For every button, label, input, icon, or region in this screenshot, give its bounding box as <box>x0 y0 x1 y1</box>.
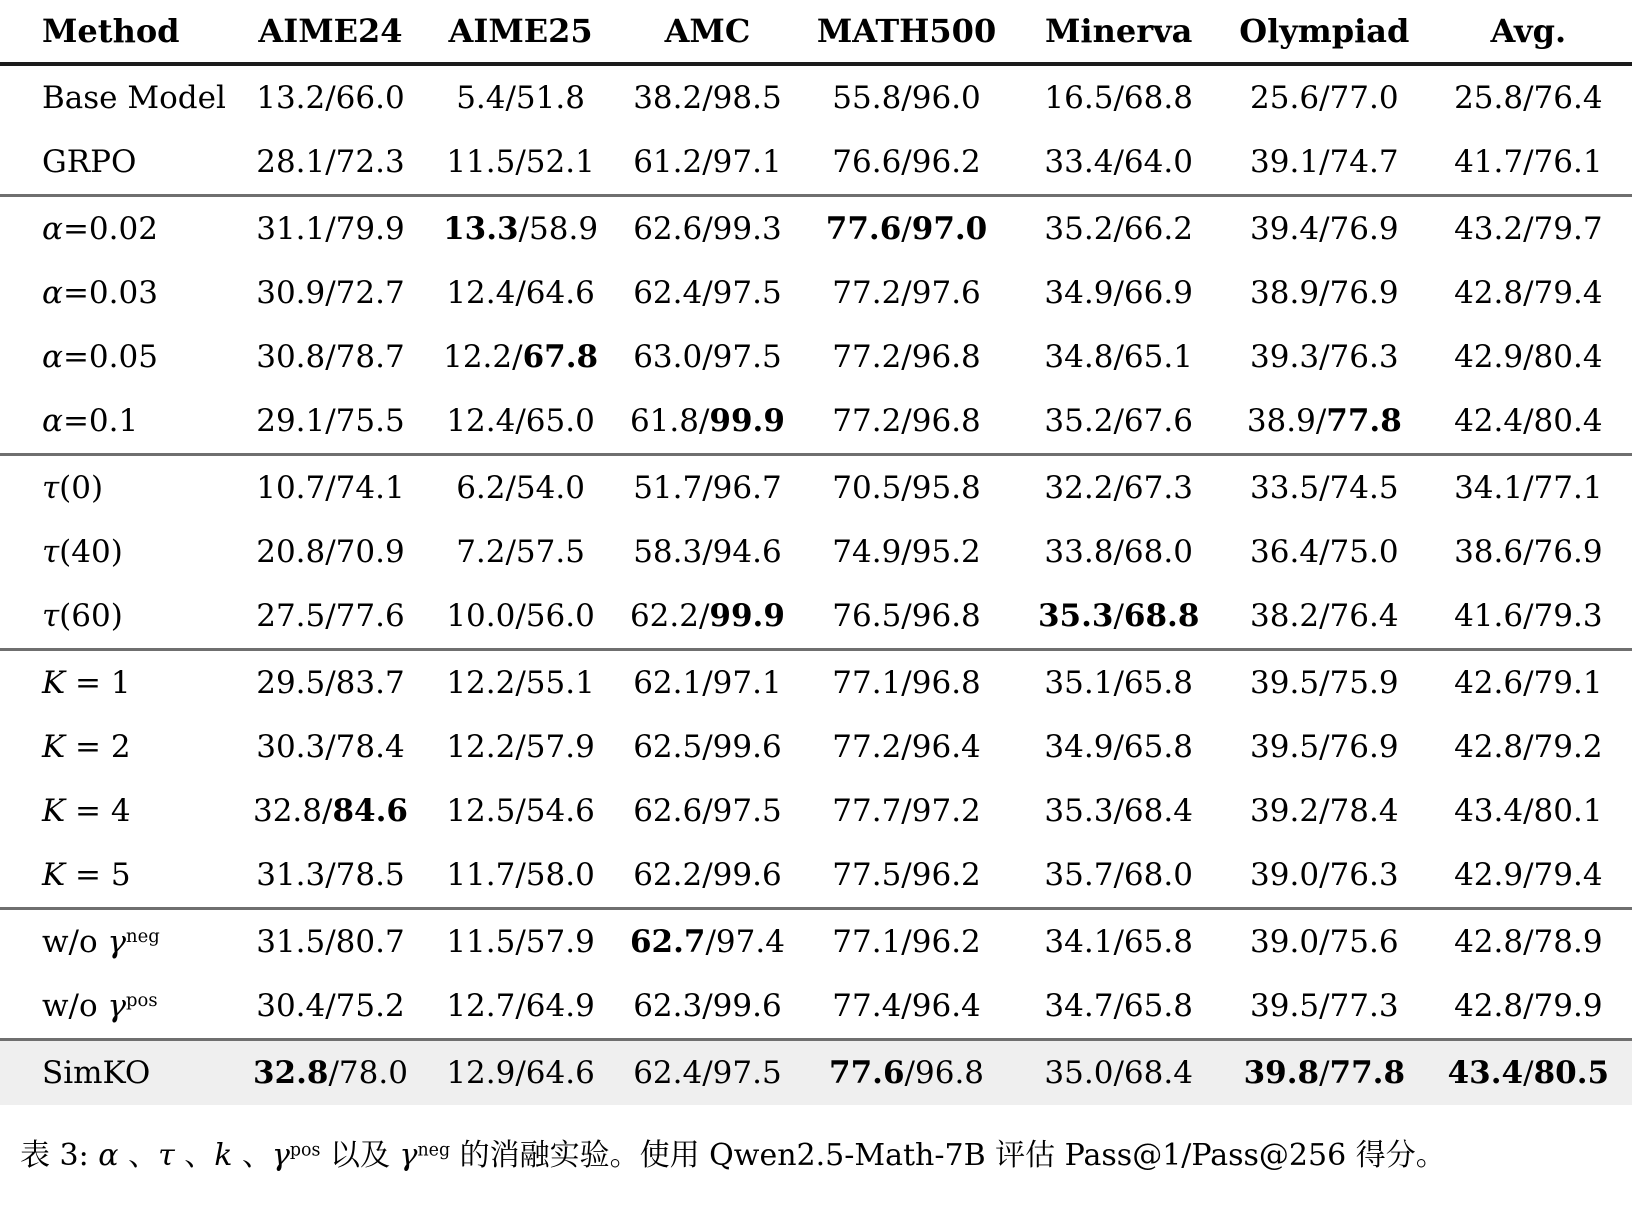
score-cell-avg: 43.2/79.7 <box>1454 211 1603 247</box>
score-cell-aime24: 30.9/72.7 <box>256 275 405 311</box>
score-cell-aime24: 30.3/78.4 <box>256 729 405 765</box>
score-cell-math500: 77.2/96.8 <box>832 339 981 375</box>
score-cell-olympiad: 25.6/77.0 <box>1250 80 1399 116</box>
score-cell-aime25: 12.4/65.0 <box>446 403 595 439</box>
score-cell-amc: 62.3/99.6 <box>633 988 782 1024</box>
score-cell-olympiad: 39.5/77.3 <box>1250 988 1399 1024</box>
score-cell-amc: 51.7/96.7 <box>633 470 782 506</box>
score-cell-math500: 76.5/96.8 <box>832 598 981 634</box>
table-row <box>0 974 1632 1040</box>
score-cell-amc: 62.6/97.5 <box>633 793 782 829</box>
score-cell-aime25: 11.5/52.1 <box>446 144 595 180</box>
score-cell-math500: 77.4/96.4 <box>832 988 981 1024</box>
table-caption: 表 3: α 、τ 、k 、$\gamma^{pos}$ 以及 $\gamma^{neg}$ 的消融实验。使用 Qwen2.5-Math-7B 评估 Pass@1/Pass@256 得分。 <box>20 1138 1446 1173</box>
score-cell-avg: 25.8/76.4 <box>1454 80 1603 116</box>
score-cell-aime25: 11.5/57.9 <box>446 924 595 960</box>
score-cell-avg: 42.8/79.4 <box>1454 275 1603 311</box>
score-cell-minerva: 34.8/65.1 <box>1044 339 1193 375</box>
table-row <box>0 261 1632 325</box>
row-group-k-ablation <box>0 650 1632 909</box>
score-cell-amc: 38.2/98.5 <box>633 80 782 116</box>
score-cell-olympiad: 33.5/74.5 <box>1250 470 1399 506</box>
table-row <box>0 64 1632 130</box>
score-cell-aime25: 12.5/54.6 <box>446 793 595 829</box>
score-cell-math500: 74.9/95.2 <box>832 534 981 570</box>
score-cell-amc: 62.7/97.4 <box>629 924 785 960</box>
table-row <box>0 584 1632 650</box>
method-label: α=0.1 <box>42 403 139 439</box>
score-cell-olympiad: 38.2/76.4 <box>1250 598 1399 634</box>
table-row <box>0 130 1632 196</box>
score-cell-olympiad: 39.5/75.9 <box>1250 665 1399 701</box>
method-label: SimKO <box>42 1055 151 1091</box>
column-header-aime25: AIME25 <box>426 0 615 64</box>
score-cell-math500: 77.2/97.6 <box>832 275 981 311</box>
score-cell-olympiad: 39.2/78.4 <box>1250 793 1399 829</box>
score-cell-amc: 62.2/99.6 <box>633 857 782 893</box>
method-label: K = 5 <box>42 857 131 893</box>
score-cell-math500: 55.8/96.0 <box>832 80 981 116</box>
score-cell-avg: 42.8/79.9 <box>1454 988 1603 1024</box>
score-cell-olympiad: 39.1/74.7 <box>1250 144 1399 180</box>
score-cell-olympiad: 38.9/76.9 <box>1250 275 1399 311</box>
score-cell-avg: 43.4/80.1 <box>1454 793 1603 829</box>
score-cell-aime24: 30.8/78.7 <box>256 339 405 375</box>
score-cell-aime24: 13.2/66.0 <box>256 80 405 116</box>
score-cell-amc: 61.2/97.1 <box>633 144 782 180</box>
method-label: α=0.03 <box>42 275 158 311</box>
column-header-method: Method <box>0 0 235 64</box>
score-cell-math500: 77.6/97.0 <box>825 211 988 247</box>
score-cell-math500: 77.5/96.2 <box>832 857 981 893</box>
score-cell-math500: 77.2/96.4 <box>832 729 981 765</box>
score-cell-aime24: 31.1/79.9 <box>256 211 405 247</box>
table-row <box>0 843 1632 909</box>
score-cell-aime24: 32.8/84.6 <box>252 793 408 829</box>
table-row <box>0 715 1632 779</box>
score-cell-olympiad: 39.3/76.3 <box>1250 339 1399 375</box>
score-cell-aime25: 6.2/54.0 <box>456 470 585 506</box>
score-cell-amc: 62.6/99.3 <box>633 211 782 247</box>
score-cell-minerva: 35.7/68.0 <box>1044 857 1193 893</box>
method-label: τ(60) <box>42 598 123 634</box>
score-cell-olympiad: 39.4/76.9 <box>1250 211 1399 247</box>
row-group-gamma-ablation <box>0 909 1632 1040</box>
score-cell-olympiad: 39.0/75.6 <box>1250 924 1399 960</box>
score-cell-minerva: 35.3/68.8 <box>1037 598 1200 634</box>
method-label: α=0.02 <box>42 211 158 247</box>
table-row <box>0 650 1632 716</box>
column-header-olympiad: Olympiad <box>1224 0 1425 64</box>
score-cell-avg: 42.8/78.9 <box>1454 924 1603 960</box>
score-cell-math500: 76.6/96.2 <box>832 144 981 180</box>
score-cell-math500: 77.1/96.2 <box>832 924 981 960</box>
score-cell-aime24: 29.1/75.5 <box>256 403 405 439</box>
score-cell-olympiad: 36.4/75.0 <box>1250 534 1399 570</box>
score-cell-aime24: 28.1/72.3 <box>256 144 405 180</box>
score-cell-amc: 61.8/99.9 <box>629 403 785 439</box>
score-cell-math500: 70.5/95.8 <box>832 470 981 506</box>
score-cell-amc: 58.3/94.6 <box>633 534 782 570</box>
score-cell-minerva: 35.2/67.6 <box>1044 403 1193 439</box>
score-cell-amc: 62.4/97.5 <box>633 275 782 311</box>
method-label: Base Model <box>42 80 226 116</box>
score-cell-avg: 43.4/80.5 <box>1447 1055 1610 1091</box>
table-row <box>0 1040 1632 1106</box>
score-cell-aime24: 29.5/83.7 <box>256 665 405 701</box>
score-cell-aime25: 12.2/55.1 <box>446 665 595 701</box>
score-cell-math500: 77.1/96.8 <box>832 665 981 701</box>
score-cell-aime25: 12.7/64.9 <box>446 988 595 1024</box>
score-cell-aime25: 7.2/57.5 <box>456 534 585 570</box>
score-cell-avg: 41.6/79.3 <box>1454 598 1603 634</box>
method-label: τ(40) <box>42 534 123 570</box>
score-cell-math500: 77.2/96.8 <box>832 403 981 439</box>
score-cell-minerva: 35.0/68.4 <box>1044 1055 1193 1091</box>
method-label: τ(0) <box>42 470 104 506</box>
score-cell-avg: 42.8/79.2 <box>1454 729 1603 765</box>
row-group-tau-ablation <box>0 455 1632 650</box>
table-row <box>0 325 1632 389</box>
score-cell-minerva: 35.2/66.2 <box>1044 211 1193 247</box>
score-cell-aime25: 10.0/56.0 <box>446 598 595 634</box>
score-cell-aime24: 31.3/78.5 <box>256 857 405 893</box>
score-cell-olympiad: 39.0/76.3 <box>1250 857 1399 893</box>
score-cell-amc: 62.5/99.6 <box>633 729 782 765</box>
table-row <box>0 389 1632 455</box>
column-header-math500: MATH500 <box>800 0 1014 64</box>
table-header-row <box>0 0 1632 64</box>
method-label: K = 2 <box>42 729 131 765</box>
score-cell-aime25: 11.7/58.0 <box>446 857 595 893</box>
column-header-avg: Avg. <box>1425 0 1632 64</box>
score-cell-aime25: 5.4/51.8 <box>456 80 585 116</box>
score-cell-aime25: 12.9/64.6 <box>446 1055 595 1091</box>
method-label: K = 1 <box>42 665 131 701</box>
score-cell-aime24: 10.7/74.1 <box>256 470 405 506</box>
score-cell-minerva: 34.9/65.8 <box>1044 729 1193 765</box>
method-label: GRPO <box>42 144 137 180</box>
score-cell-minerva: 33.8/68.0 <box>1044 534 1193 570</box>
table-row <box>0 779 1632 843</box>
score-cell-amc: 62.1/97.1 <box>633 665 782 701</box>
score-cell-minerva: 33.4/64.0 <box>1044 144 1193 180</box>
score-cell-minerva: 35.1/65.8 <box>1044 665 1193 701</box>
table-row <box>0 455 1632 521</box>
score-cell-amc: 63.0/97.5 <box>633 339 782 375</box>
score-cell-olympiad: 39.8/77.8 <box>1243 1055 1406 1091</box>
score-cell-avg: 42.6/79.1 <box>1454 665 1603 701</box>
column-header-minerva: Minerva <box>1013 0 1224 64</box>
column-header-aime24: AIME24 <box>235 0 426 64</box>
score-cell-minerva: 34.1/65.8 <box>1044 924 1193 960</box>
score-cell-aime24: 31.5/80.7 <box>256 924 405 960</box>
score-cell-avg: 41.7/76.1 <box>1454 144 1603 180</box>
row-group-baselines <box>0 64 1632 196</box>
score-cell-minerva: 34.9/66.9 <box>1044 275 1193 311</box>
method-label: w/o $\gamma^{neg}$ <box>42 924 160 960</box>
score-cell-avg: 34.1/77.1 <box>1454 470 1603 506</box>
score-cell-minerva: 16.5/68.8 <box>1044 80 1193 116</box>
score-cell-aime24: 27.5/77.6 <box>256 598 405 634</box>
score-cell-avg: 38.6/76.9 <box>1454 534 1603 570</box>
score-cell-aime25: 13.3/58.9 <box>443 211 599 247</box>
table-row <box>0 196 1632 262</box>
score-cell-aime24: 20.8/70.9 <box>256 534 405 570</box>
method-label: α=0.05 <box>42 339 158 375</box>
column-header-amc: AMC <box>615 0 799 64</box>
score-cell-minerva: 34.7/65.8 <box>1044 988 1193 1024</box>
table-row <box>0 520 1632 584</box>
score-cell-aime25: 12.4/64.6 <box>446 275 595 311</box>
table-row <box>0 909 1632 975</box>
score-cell-math500: 77.6/96.8 <box>829 1055 985 1091</box>
method-label: K = 4 <box>42 793 131 829</box>
score-cell-math500: 77.7/97.2 <box>832 793 981 829</box>
score-cell-olympiad: 38.9/77.8 <box>1246 403 1402 439</box>
score-cell-aime24: 32.8/78.0 <box>252 1055 408 1091</box>
score-cell-minerva: 35.3/68.4 <box>1044 793 1193 829</box>
score-cell-aime25: 12.2/67.8 <box>443 339 599 375</box>
row-group-simko <box>0 1040 1632 1106</box>
score-cell-amc: 62.2/99.9 <box>629 598 785 634</box>
score-cell-amc: 62.4/97.5 <box>633 1055 782 1091</box>
score-cell-aime24: 30.4/75.2 <box>256 988 405 1024</box>
score-cell-aime25: 12.2/57.9 <box>446 729 595 765</box>
row-group-alpha-ablation <box>0 196 1632 455</box>
score-cell-avg: 42.4/80.4 <box>1454 403 1603 439</box>
score-cell-olympiad: 39.5/76.9 <box>1250 729 1399 765</box>
score-cell-avg: 42.9/79.4 <box>1454 857 1603 893</box>
method-label: w/o $\gamma^{pos}$ <box>42 988 158 1024</box>
score-cell-avg: 42.9/80.4 <box>1454 339 1603 375</box>
score-cell-minerva: 32.2/67.3 <box>1044 470 1193 506</box>
